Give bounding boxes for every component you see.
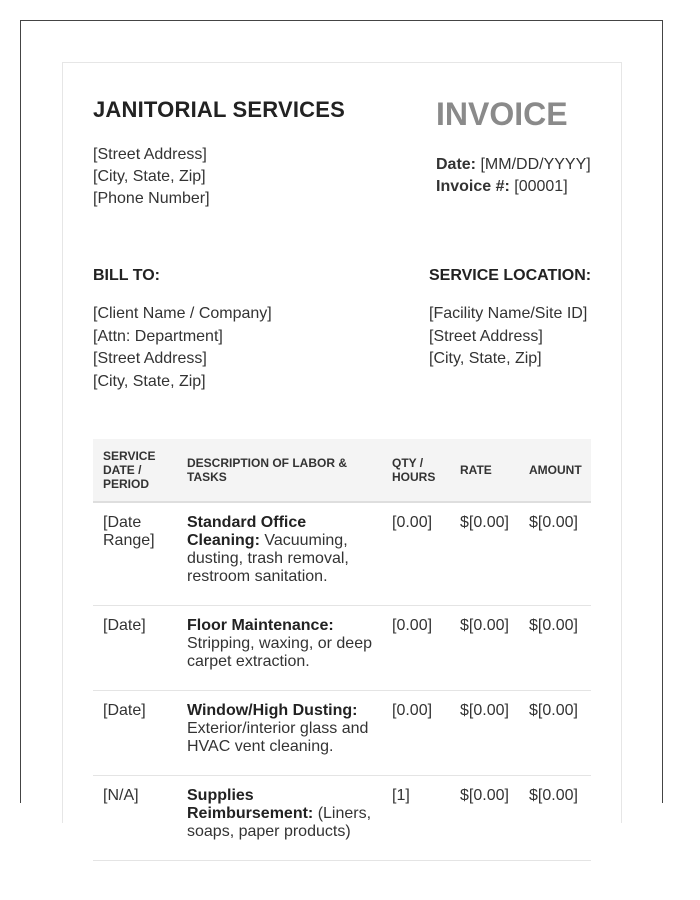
- table-row: [93, 606, 591, 691]
- invoice-page: [62, 62, 622, 840]
- row-task-detail: Vacuuming, dusting, trash removal, restroom sanitation.: [187, 532, 349, 585]
- row-task-title: Standard Office Cleaning:: [187, 514, 307, 549]
- invoice-number-value: [00001]: [514, 178, 568, 195]
- invoice-number-line: [436, 176, 591, 198]
- row-description: [177, 691, 382, 776]
- header-qty-hours: QTY / HOURS: [382, 439, 450, 502]
- row-rate: $[0.00]: [450, 502, 519, 606]
- row-qty: [1]: [382, 776, 450, 861]
- row-task-title: Window/High Dusting:: [187, 702, 358, 719]
- row-rate: $[0.00]: [450, 776, 519, 861]
- row-task-detail: Exterior/interior glass and HVAC vent cleaning.: [187, 720, 369, 755]
- row-qty: [0.00]: [382, 606, 450, 691]
- service-location-facility: [Facility Name/Site ID]: [429, 305, 588, 322]
- invoice-date-line: [436, 154, 591, 176]
- line-items-table: [93, 439, 591, 861]
- row-task-detail: Stripping, waxing, or deep carpet extraction.: [187, 635, 372, 670]
- row-date: [Date]: [93, 691, 177, 776]
- row-date: [Date]: [93, 606, 177, 691]
- service-location-address: [429, 303, 587, 371]
- row-amount: $[0.00]: [519, 691, 591, 776]
- row-date: [N/A]: [93, 776, 177, 861]
- header-service-date: SERVICE DATE / PERIOD: [93, 439, 177, 502]
- row-qty: [0.00]: [382, 502, 450, 606]
- row-rate: $[0.00]: [450, 606, 519, 691]
- header-rate: RATE: [450, 439, 519, 502]
- document-viewport: [20, 20, 663, 840]
- bill-to-city-state-zip: [City, State, Zip]: [93, 372, 206, 390]
- date-label: Date:: [436, 156, 477, 173]
- row-amount: $[0.00]: [519, 776, 591, 861]
- date-value: [MM/DD/YYYY]: [480, 156, 591, 173]
- bill-to-street: [Street Address]: [93, 350, 207, 367]
- row-qty: [0.00]: [382, 691, 450, 776]
- row-date: [Date Range]: [93, 502, 177, 606]
- company-phone: [Phone Number]: [93, 190, 210, 207]
- service-location-city-state-zip: [City, State, Zip]: [429, 350, 542, 367]
- company-street: [Street Address]: [93, 146, 207, 163]
- company-address: [93, 144, 210, 210]
- header-amount: AMOUNT: [519, 439, 591, 502]
- invoice-number-label: Invoice #:: [436, 178, 510, 195]
- bill-to-label: BILL TO:: [93, 267, 160, 284]
- service-location-street: [Street Address]: [429, 327, 543, 345]
- service-location-label: SERVICE LOCATION:: [429, 267, 592, 284]
- row-amount: $[0.00]: [519, 502, 591, 606]
- row-description: [177, 606, 382, 691]
- row-task-title: Supplies Reimbursement:: [187, 787, 314, 822]
- bill-to-attn: [Attn: Department]: [93, 327, 223, 345]
- bill-to-client: [Client Name / Company]: [93, 305, 272, 322]
- row-task-title: Floor Maintenance:: [187, 617, 334, 634]
- invoice-meta: [436, 154, 591, 198]
- table-row: [93, 776, 591, 861]
- table-header-row: [93, 439, 591, 502]
- row-rate: $[0.00]: [450, 691, 519, 776]
- table-row: [93, 691, 591, 776]
- table-row: [93, 502, 591, 606]
- bill-to-address: [93, 303, 272, 393]
- header-description: DESCRIPTION OF LABOR & TASKS: [177, 439, 382, 502]
- company-city-state-zip: [City, State, Zip]: [93, 168, 206, 185]
- invoice-title: INVOICE: [436, 96, 568, 132]
- row-description: [177, 502, 382, 606]
- company-name: JANITORIAL SERVICES: [93, 97, 345, 122]
- row-description: [177, 776, 382, 861]
- row-task-detail: (Liners, soaps, paper products): [187, 805, 372, 840]
- row-amount: $[0.00]: [519, 606, 591, 691]
